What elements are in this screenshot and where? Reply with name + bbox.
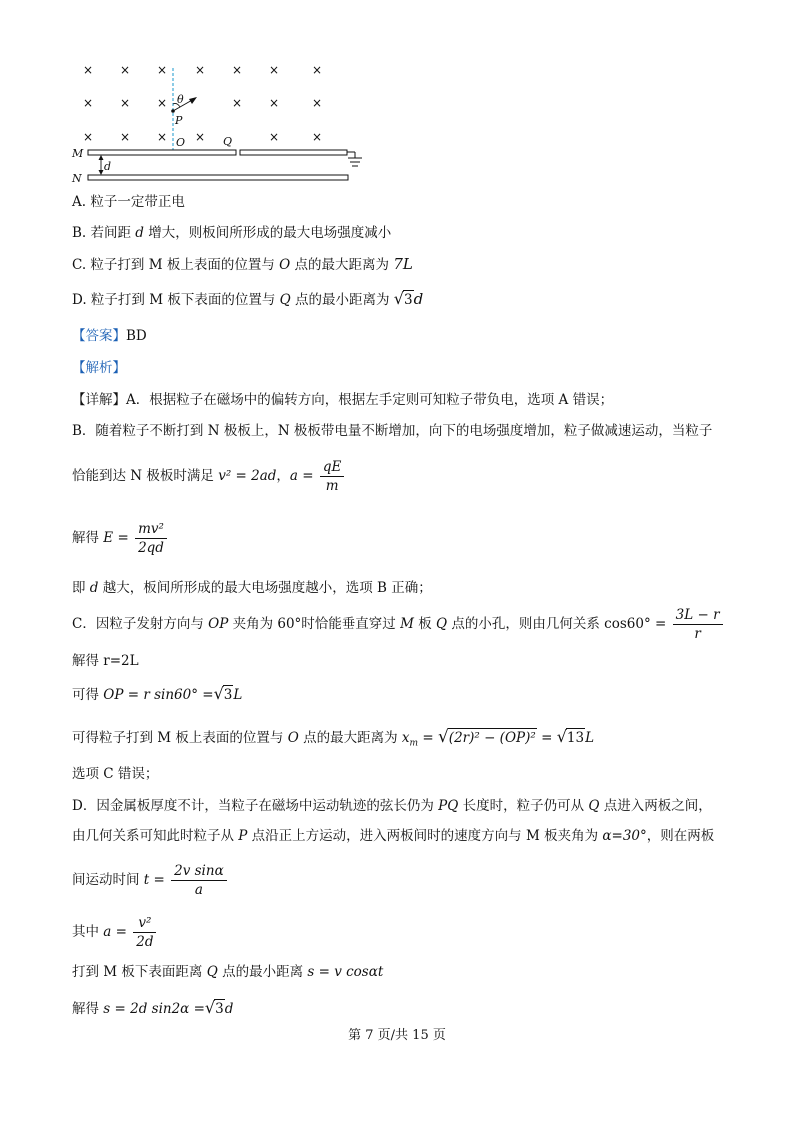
physics-figure: [70, 58, 380, 188]
option-B: B. 若间距 d 增大，则板间所形成的最大电场强度减小: [72, 225, 392, 241]
fraction-mv2-2qd: $\frac{\text{mv²}}{2qd}$: [135, 520, 167, 557]
detail-D5: 打到 M 板下表面距离 Q 点的最小距离 s = v cosαt: [72, 964, 384, 980]
label-O: O: [176, 136, 186, 149]
detail-C4: 可得粒子打到 M 板上表面的位置与 O 点的最大距离为 $x_m = √(2r)^2 - (OP)^2 = √13L$: [72, 727, 595, 749]
label-theta: θ: [177, 93, 184, 106]
field-cross: ×: [268, 96, 280, 110]
label-N: N: [72, 172, 82, 185]
d-arrow-head-bottom: [99, 170, 104, 175]
detail-B1: B．随着粒子不断打到 N 极板上，N 极板带电量不断增加，向下的电场强度增加，粒子做减速运动，当粒子: [72, 423, 713, 439]
answer-line: [72, 326, 147, 346]
field-cross: ×: [311, 130, 323, 144]
field-cross: ×: [82, 96, 94, 110]
field-cross: ×: [231, 96, 243, 110]
detail-B2: 恰能到达 N 极板时满足 v² = 2ad，a = $\frac{qE}{m}$: [72, 458, 346, 495]
field-cross: ×: [194, 130, 206, 144]
plate-M-right: [240, 150, 347, 155]
page-footer: [0, 1024, 794, 1043]
arrow-head: [189, 97, 197, 104]
detail-D6: 解得 s = 2d sin2α =√3d: [72, 998, 234, 1017]
field-cross: ×: [268, 130, 280, 144]
field-cross: ×: [119, 130, 131, 144]
field-cross: ×: [82, 130, 94, 144]
answer-tag: 【答案】: [72, 328, 126, 344]
field-cross: ×: [311, 96, 323, 110]
field-cross: ×: [119, 63, 131, 77]
page-number: 第 7 页/共 15 页: [348, 1028, 446, 1043]
answer-value: BD: [126, 328, 147, 344]
fraction-3L-r-over-r: $\frac{3L - r}{r}$: [673, 606, 723, 643]
detail-D1: D．因金属板厚度不计，当粒子在磁场中运动轨迹的弦长仍为 PQ 长度时，粒子仍可从 Q 点进入两板之间，: [72, 798, 712, 814]
detail-D3: 间运动时间 t = $\frac{\text{2v sinα}}{a}$: [72, 862, 229, 899]
field-cross: ×: [156, 130, 168, 144]
detail-C1: C．因粒子发射方向与 OP 夹角为 60°时恰能垂直穿过 M 板 Q 点的小孔，则由几何关系 cos60° = $\frac{3L - r}{r}$: [72, 606, 725, 643]
detail-B4: 即 d 越大，板间所形成的最大电场强度越小，选项 B 正确；: [72, 580, 432, 596]
detail-C2: 解得 r=2L: [72, 653, 139, 669]
plate-M-left: [88, 150, 236, 155]
fraction-v2-over-2d: $\frac{\text{v²}}{2d}$: [133, 914, 156, 951]
field-cross: ×: [268, 63, 280, 77]
detail-tag: 【详解】: [72, 392, 126, 408]
fraction-2vsina-over-a: $\frac{\text{2v sinα}}{a}$: [171, 862, 227, 899]
option-D: D. 粒子打到 M 板下表面的位置与 Q 点的最小距离为 √3d: [72, 289, 424, 308]
field-cross: ×: [231, 63, 243, 77]
field-cross: ×: [82, 63, 94, 77]
field-cross: ×: [156, 96, 168, 110]
fraction-qE-m: $\frac{qE}{m}$: [320, 458, 345, 495]
field-cross: ×: [194, 63, 206, 77]
plate-N: [88, 175, 348, 180]
detail-A: 【详解】A．根据粒子在磁场中的偏转方向，根据左手定则可知粒子带负电，选项 A 错误；: [72, 392, 614, 408]
field-cross: ×: [156, 63, 168, 77]
detail-C5: 选项 C 错误；: [72, 766, 159, 782]
analysis-heading: 【解析】: [72, 360, 126, 376]
label-Q: Q: [223, 135, 233, 148]
field-cross: ×: [119, 96, 131, 110]
label-d: d: [104, 160, 112, 173]
detail-C3: 可得 OP = r sin60° =√3L: [72, 684, 243, 703]
option-A: A. 粒子一定带正电: [72, 194, 185, 210]
option-C: C. 粒子打到 M 板上表面的位置与 O 点的最大距离为 7L: [72, 255, 413, 273]
detail-B3: 解得 E = $\frac{\text{mv²}}{2qd}$: [72, 520, 169, 557]
d-arrow-head-top: [99, 155, 104, 160]
label-M: M: [72, 147, 84, 160]
detail-D2: 由几何关系可知此时粒子从 P 点沿正上方运动，进入两板间时的速度方向与 M 板夹角为 α=30°，则在两板: [72, 828, 715, 844]
field-cross: ×: [311, 63, 323, 77]
label-P: P: [175, 114, 183, 127]
detail-D4: 其中 a = $\frac{\text{v²}}{2d}$: [72, 914, 158, 951]
